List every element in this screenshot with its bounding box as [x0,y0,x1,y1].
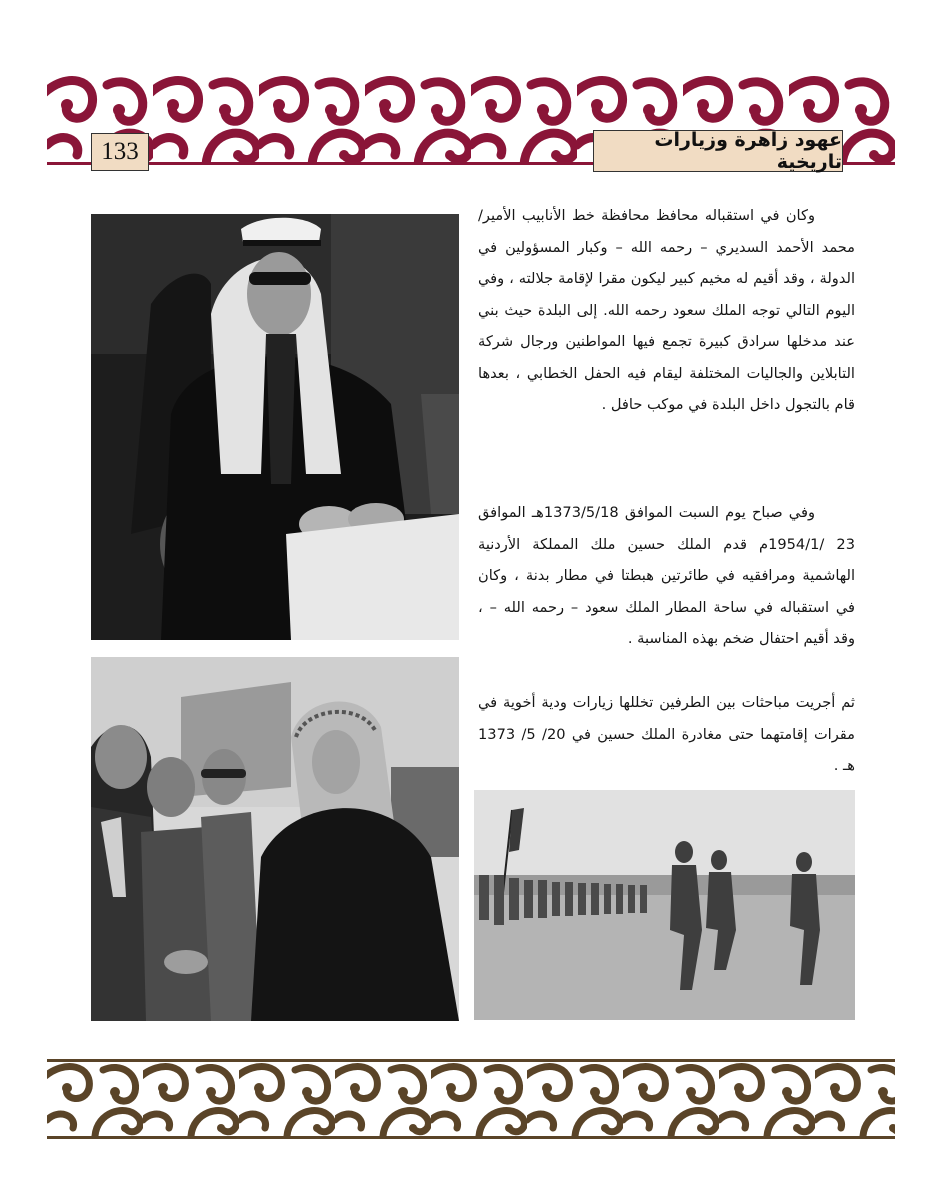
body-paragraph-1: وكان في استقباله محافظ محافظة خط الأنابيب الأمير/ محمد الأحمد السديري – رحمه الله – وكبار المسؤولين في الدولة ، وقد أقيم له مخيم كبير ليكون مقرا لإقامة جلالته ، وفي اليوم التالي توجه الملك سعود رحمه الله. إلى البلدة حيث بني عند مدخلها سرادق كبيرة تجمع فيها المواطنين ورجال شركة التابلاين والجاليات المختلفة ليقام فيه الحفل الخطابي ، بعدها قام بالتجول داخل البلدة في موكب حافل . [478,207,855,413]
chapter-title: عهود زاهرة وزيارات تاريخية [593,130,843,172]
military-parade-photo [474,790,855,1020]
body-paragraph-2: وفي صباح يوم السبت الموافق 1373/5/18هـ الموافق 23 /1954/1م قدم الملك حسين ملك المملكة الأردنية الهاشمية ومرافقيه في طائرتين هبطتا في مطار بدنة ، وكان في استقباله في ساحة المطار الملك سعود – رحمه الله – ، وقد أقيم احتفال ضخم بهذه المناسبة . [478,504,855,647]
body-paragraph-3: ثم أجريت مباحثات بين الطرفين تخللها زيارات ودية أخوية في مقرات إقامتهما حتى مغادرة الملك حسين في 20/ 5/ 1373 هـ . [478,694,855,774]
greeting-officials-photo [91,657,459,1021]
page-number: 133 [91,133,149,171]
bottom-ornament-band [47,1062,895,1136]
bottom-rule-bottom [47,1136,895,1139]
king-saud-portrait-photo [91,214,459,640]
